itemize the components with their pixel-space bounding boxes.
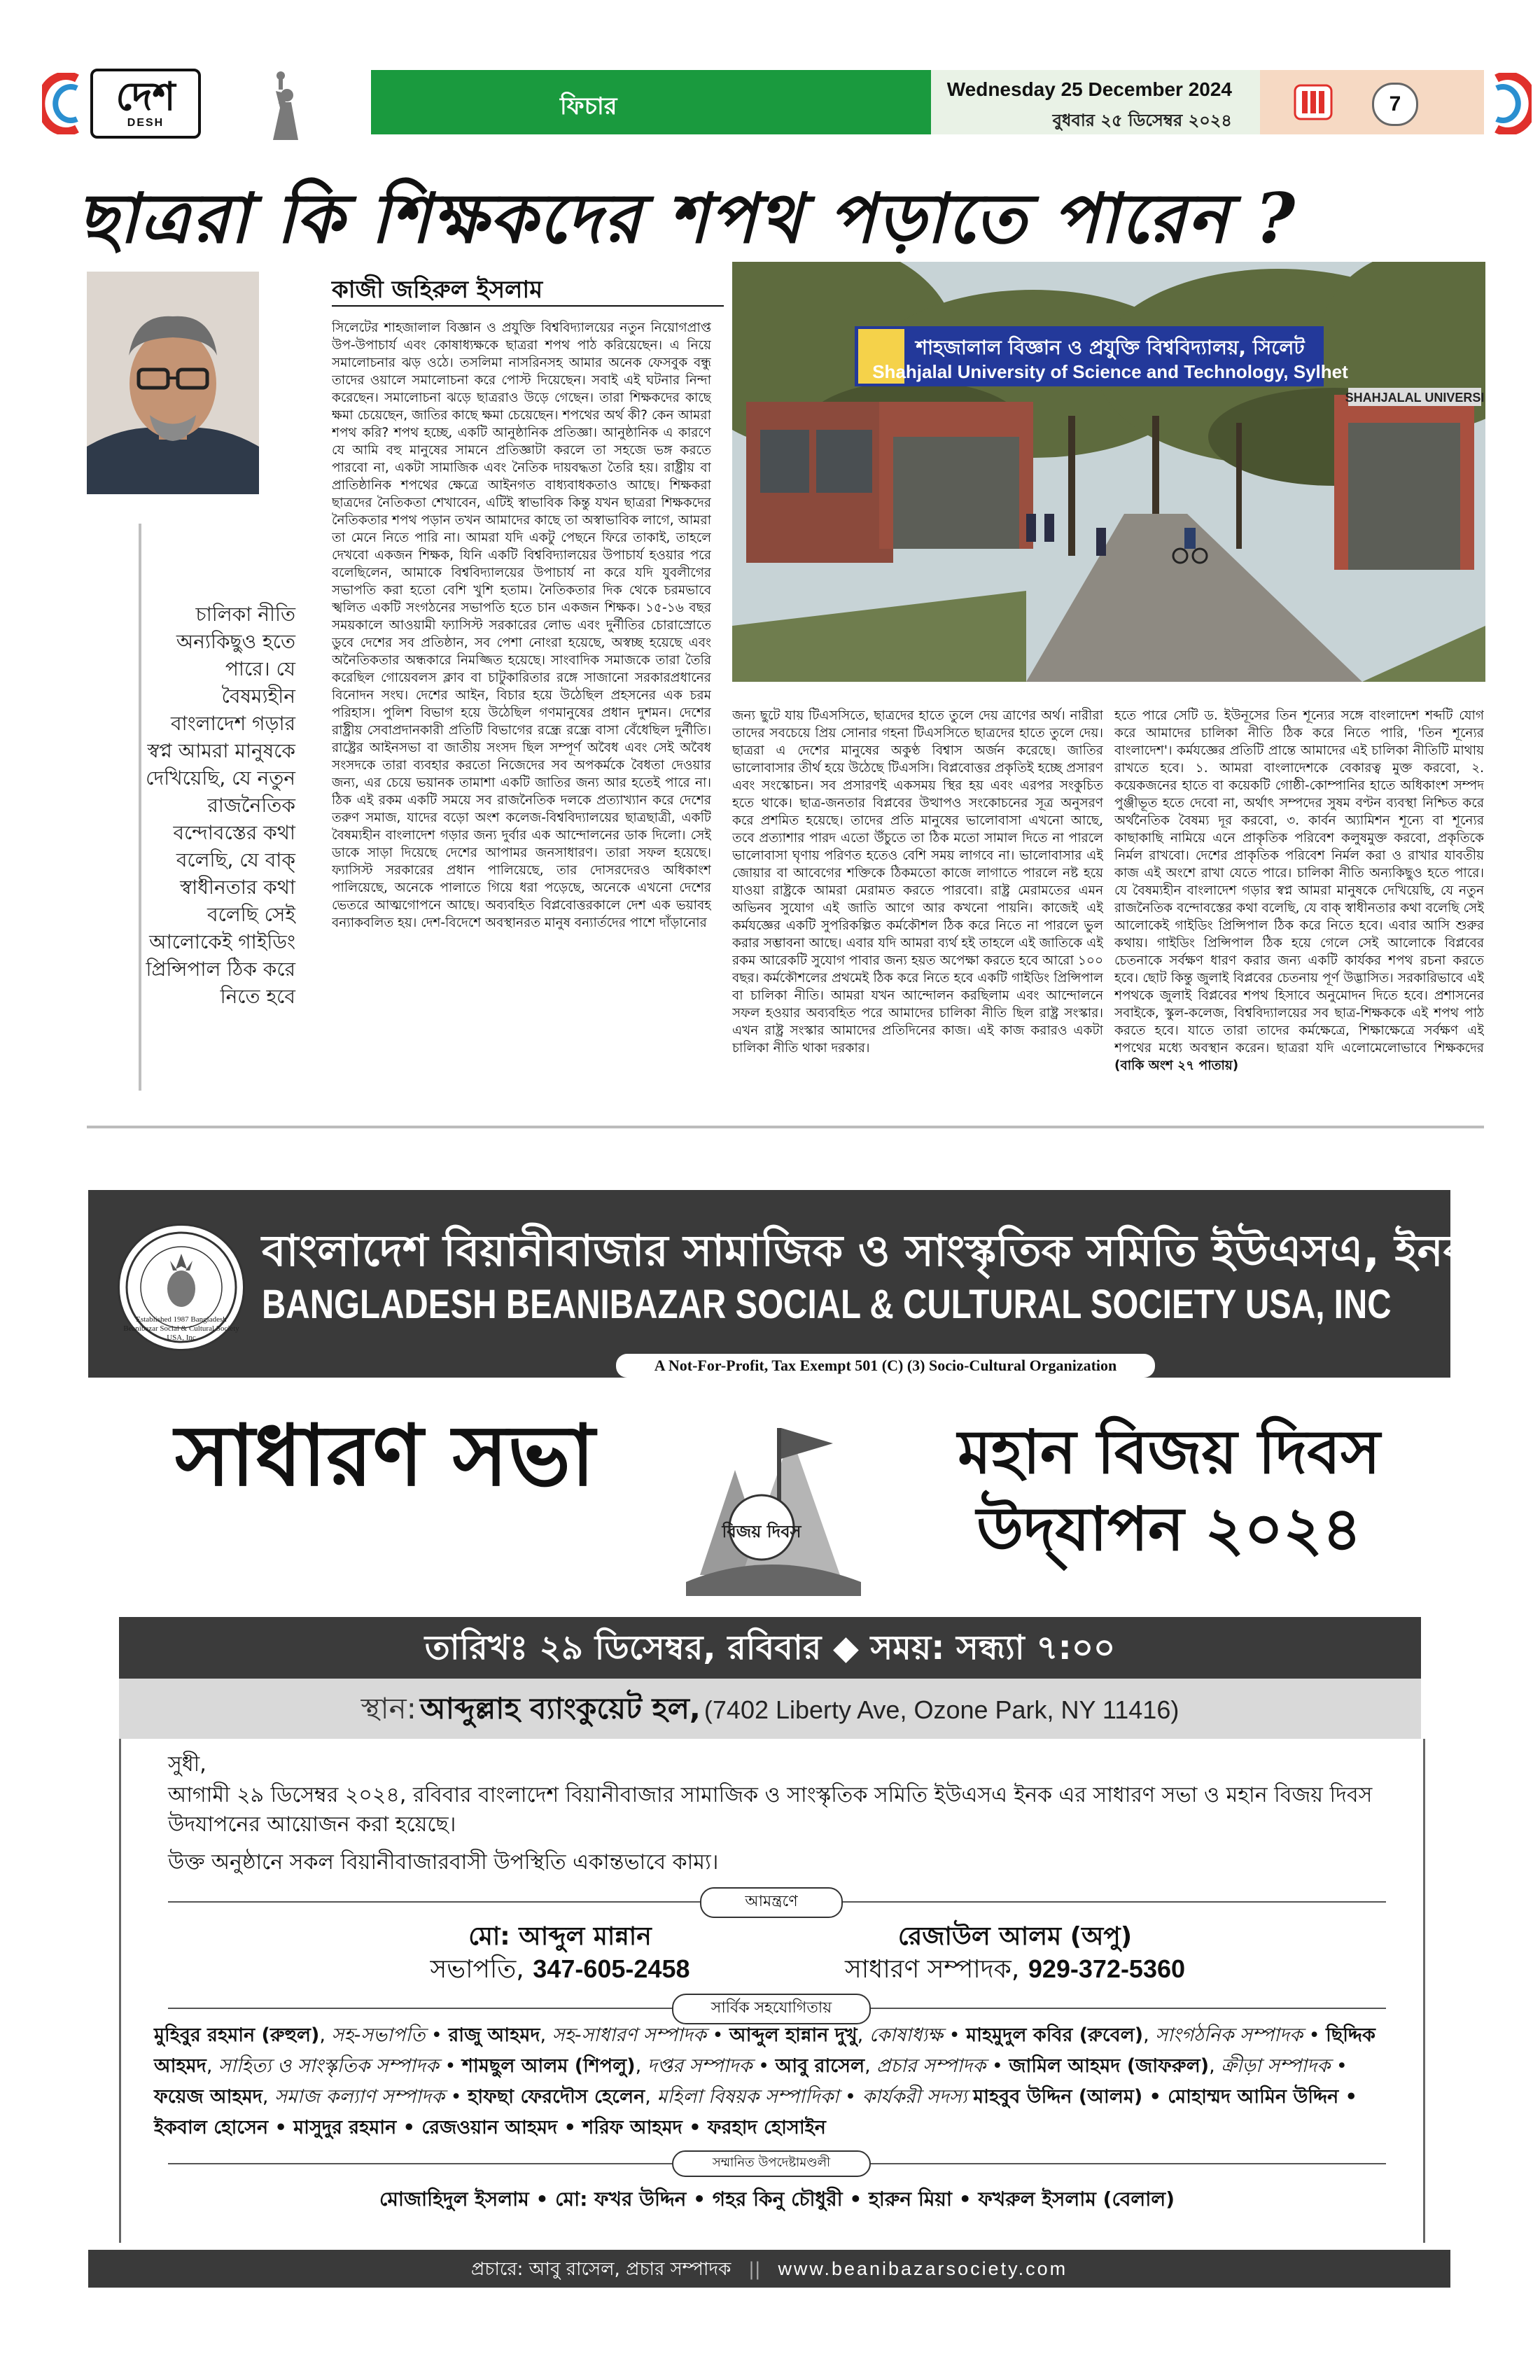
article-column-3-text: হতে পারে সেটি ড. ইউনূসের তিন শূন্যের সঙ্গে বাংলাদেশ শব্দটি যোগ করে আমাদের চালিকা নীতি ঠিক করে নিতে পারি, 'তিন শূন্যের বাংলাদেশ'। কর্মযজ্ঞের প্রতিটি প্রান্তে আমাদের এই চালিকা নীতিটি মাথায় রাখতে হবে। ১. আমরা বাংলাদেশকে বেকারত্ব মুক্ত করবো, ২. কয়েকজনের হাতে বা কয়েকটি গোষ্ঠী-কোম্পানির হাতে অধিকাংশ সম্পদ পুঞ্জীভূত হতে দেবো না, অর্থাৎ সম্পদের সুষম বণ্টন ব্যবস্থা নিশ্চিত করে অর্থনৈতিক বৈষম্য দূর করবো, ৩. কার্বন অ্যামিশন শূন্যে বা শূন্যের কাছাকাছি নামিয়ে এনে প্রাকৃতিক পরিবেশ কলুষমুক্ত করবো, প্রকৃতিকে নির্মল রাখবো। দেশের প্রাকৃতিক পরিবেশ নির্মল করা ও রাখার যাবতীয় কাজ এই অংশে রাখা যেতে পারে। চালিকা নীতি অন্যকিছুও হতে পারে। যে বৈষম্যহীন বাংলাদেশ গড়ার স্বপ্ন আমরা মানুষকে দেখিয়েছি, যে নতুন রাজনৈতিক বন্দোবস্তের কথা বলেছি, যে বাক্ স্বাধীনতার কথা বলেছি সেই আলোকেই গাইডিং প্রিন্সিপাল ঠিক করে নিতে হবে। এবার আসি শুরুর কথায়। গাইডিং প্রিন্সিপাল ঠিক হয়ে গেলে সেই আলোকে বিপ্লবের চেতনাকে সর্বক্ষণ ধারণ করার জন্য একটি কার্যকর শপথ রচনা করতে হবে। ছোট কিন্তু জুলাই বিপ্লবের চেতনায় পূর্ণ উদ্ভাসিত। সরকারিভাবে এই শপথকে জুলাই বিপ্লবের শপথ হিসাবে অনুমোদন দিতে হবে। প্রশাসনের সবাইকে, স্কুল-কলেজ, বিশ্ববিদ্যালয়ের সব ছাত্র-শিক্ষককে এই শপথ পাঠ করতে হবে। যাতে তারা তাদের কর্মক্ষেত্রে, শিক্ষাক্ষেত্রে সর্বক্ষণ এই শপথের মধ্যে অবস্থান করেন। ছাত্ররা যদি এলোমেলোভাবে শিক্ষকদের <box>1114 708 1484 1056</box>
credit-item: জামিল আহমদ (জাফরুল), ক্রীড়া সম্পাদক <box>1009 2055 1331 2077</box>
statue-of-liberty-icon <box>203 67 364 140</box>
date-english: Wednesday 25 December 2024 <box>946 78 1232 100</box>
section-label: ফিচার <box>560 92 617 120</box>
seal-text: Established 1987 Bangladesh Beanibazar Social & Cultural Society USA, Inc <box>123 1315 239 1342</box>
support-label: সার্বিক সহযোগিতায় <box>672 1994 871 2024</box>
advisors-list: মোজাহিদুল ইসলাম • মো: ফখর উদ্দিন • গহর কিনু চৌধুরী • হারুন মিয়া • ফখরুল ইসলাম (বেলাল) <box>379 2188 1175 2211</box>
credit-item: আবু রাসেল, প্রচার সম্পাদক <box>775 2055 986 2077</box>
emblem-text: বিজয় দিবস <box>722 1522 802 1541</box>
masthead-logo-en: DESH <box>127 117 164 129</box>
footer-website-link[interactable]: www.beanibazarsociety.com <box>778 2258 1068 2279</box>
article-column-2: জন্য ছুটে যায় টিএসসিতে, ছাত্রদের হাতে তুলে দেয় ত্রাণের অর্থ। নারীরা তাদের সবচেয়ে প্রিয় সোনার গহনা টিএসসিতে ছাত্রদের হাতে তুলে দেয়। ছাত্ররা এ দেশের মানুষের অকুণ্ঠ বিশ্বাস অর্জন করেছে। জাতির ভালোবাসার তীর্থ হয়ে উঠেছে টিএসসি। বিপ্লবোত্তর প্রকৃতিই হচ্ছে প্রসারণ এবং সংস্কোচন। সব প্রসারণই একসময় স্থির হয় এবং এরপর সংকুচিত হতে থাকে। ছাত্র-জনতার বিপ্লবের উত্থাপও সংকোচনের সূত্র অনুসরণ করে প্রশমিত হয়েছে। তাদের প্রতি মানুষের ভালোবাসা এখনো আছে, তবে প্রত্যাশার পারদ এতো উঁচুতে তা ঠিক মতো সামাল দিতে না পারলে ভালোবাসা ঘৃণায় পরিণত হতেও বেশি সময় লাগবে না। ভালোবাসার এই জোয়ার বা আবেগের শক্তিকে ঠিকমতো কাজে লাগাতে পারলে নষ্ট হয়ে যাওয়া রাষ্ট্রকে আমরা মেরামত করতে পারবো। রাষ্ট্র মেরামতের এমন অভিনব সুযোগ এই জাতি আগে আর কখনো পায়নি। কাজেই এই কর্মযজ্ঞের একটি সুপরিকল্পিত কর্মকৌশল ঠিক করে নিতে না পারলে ভুল করার সম্ভাবনা আছে। এবার যদি আমরা ব্যর্থ হই তাহলে এই জাতিকে এই রকম আরেকটি সুযোগ পাবার জন্য হয়ত অপেক্ষা করতে হবে আরো ১০০ বছর। কর্মকৌশলের প্রথমেই ঠিক করে নিতে হবে একটি গাইডিং প্রিন্সিপাল বা চালিকা নীতি। আমরা যখন আন্দোলন করছিলাম এবং আন্দোলনে সফল হওয়ার অব্যবহিত পরে আমাদের চালিকা নীতি ছিল রাষ্ট্র সংস্কার। এখন রাষ্ট্র সংস্কার আমাদের প্রতিদিনের কাজ। এই কাজ করারও একটা চালিকা নীতি থাকা দরকার। <box>732 708 1103 1056</box>
advisors-label: সম্মানিত উপদেষ্টামণ্ডলী <box>672 2150 871 2177</box>
president-title: সভাপতি, <box>430 1955 524 1984</box>
byline-divider <box>332 305 724 307</box>
campus-gate-photo <box>732 262 1485 682</box>
org-seal-logo <box>118 1224 245 1351</box>
org-title-en: BANGLADESH BEANIBAZAR SOCIAL & CULTURAL SOCIETY USA, INC <box>262 1282 1392 1327</box>
venue-address: (7402 Liberty Ave, Ozone Park, NY 11416) <box>704 1695 1180 1724</box>
campus-sign-bn: শাহজালাল বিজ্ঞান ও প্রযুক্তি বিশ্ববিদ্যালয়, সিলেট <box>916 336 1305 359</box>
footer-separator: || <box>748 2259 761 2280</box>
victory-day-line-1: মহান বিজয় দিবস <box>958 1417 1380 1488</box>
section-banner <box>371 70 931 134</box>
credit-item: মাহমুদুল কবির (রুবেল), সাংগঠনিক সম্পাদক <box>966 2024 1303 2046</box>
credit-item: রাজু আহমদ, সহ-সাধারণ সম্পাদক <box>448 2024 706 2046</box>
pull-quote: চালিকা নীতি অন্যকিছুও হতে পারে। যে বৈষম্যহীন বাংলাদেশ গড়ার স্বপ্ন আমরা মানুষকে দেখিয়েছি, যে নতুন রাজনৈতিক বন্দোবস্তের কথা বলেছি, যে বাক্ স্বাধীনতার কথা বলেছি সেই আলোকেই গাইডিং প্রিন্সিপাল ঠিক করে নিতে হবে <box>146 603 295 1008</box>
pull-quote-rule <box>139 524 141 1091</box>
members-list: মাহবুব উদ্দিন (আলম) • মোহাম্মদ আমিন উদ্দিন • ইকবাল হোসেন • মাসুদুর রহমান • রেজওয়ান আহমদ • শরিফ আহমদ • ফরহাদ হোসাইন <box>154 2086 1357 2138</box>
members-label: কার্যকরী সদস্য <box>862 2086 967 2108</box>
masthead-logo[interactable] <box>90 67 202 140</box>
greeting: সুধী, <box>168 1752 206 1777</box>
continued-note: (বাকি অংশ ২৭ পাতায়) <box>1114 1058 1239 1073</box>
venue-label: স্থান: <box>360 1691 416 1726</box>
org-subtitle: A Not-For-Profit, Tax Exempt 501 (C) (3) Socio-Cultural Organization <box>616 1354 1155 1378</box>
credit-item: হাফছা ফেরদৌস হেলেন, মহিলা বিষয়ক সম্পাদিকা <box>468 2086 839 2108</box>
page-number: 7 <box>1372 83 1418 126</box>
article-bottom-rule <box>87 1126 1484 1128</box>
org-title-bn: বাংলাদেশ বিয়ানীবাজার সামাজিক ও সাংস্কৃতিক সমিতি ইউএসএ, ইনক <box>262 1225 1474 1276</box>
credit-item: মুহিবুর রহমান (রুহুল), সহ-সভাপতি <box>154 2024 426 2046</box>
president-signature <box>392 1921 728 1986</box>
president-name: মো: আব্দুল মান্নান <box>468 1922 652 1951</box>
secretary-phone: 929-372-5360 <box>1028 1954 1186 1983</box>
committee-credits: মুহিবুর রহমান (রুহুল), সহ-সভাপতি • রাজু আহমদ, সহ-সাধারণ সম্পাদক • আব্দুল হান্নান দুখু, কোষাধ্যক্ষ • মাহমুদুল কবির (রুবেল), সাংগঠনিক সম্পাদক • ছিদ্দিক আহমদ, সাহিত্য ও সাংস্কৃতিক সম্পাদক • শামছুল আলম (শিপলু), দপ্তর সম্পাদক • আবু রাসেল, প্রচার সম্পাদক • জামিল আহমদ (জাফরুল), ক্রীড়া সম্পাদক • ফয়েজ আহমদ, সমাজ কল্যাণ সম্পাদক • হাফছা ফেরদৌস হেলেন, মহিলা বিষয়ক সম্পাদিকা • কার্যকরী সদস্য মাহবুব উদ্দিন (আলম) • মোহাম্মদ আমিন উদ্দিন • ইকবাল হোসেন • মাসুদুর রহমান • রেজওয়ান আহমদ • শরিফ আহমদ • ফরহাদ হোসাইন <box>154 2024 1376 2138</box>
venue-name: আব্দুল্লাহ ব্যাংকুয়েট হল, <box>419 1691 701 1726</box>
attendance-request: উক্ত অনুষ্ঠানে সকল বিয়ানীবাজারবাসী উপস্থিতি একান্তভাবে কাম্য। <box>168 1850 719 1875</box>
article-column-1: সিলেটের শাহজালাল বিজ্ঞান ও প্রযুক্তি বিশ্ববিদ্যালয়ের নতুন নিয়োগপ্রাপ্ত উপ-উপাচার্য এবং কোষাধ্যক্ষকে ছাত্ররা শপথ পাঠ করিয়েছেন। এ নিয়ে সমালোচনার ঝড় ওঠে। তসলিমা নাসরিনসহ আমার অনেক ফেসবুক বন্ধু তাদের ওয়ালে সমালোচনা করে পোস্ট দিয়েছেন। সবাই এই ঘটনার নিন্দা করেছেন। সমালোচনা ঝড়ে ছাত্ররাও উড়ে গেছেন। তারা শিক্ষকদের কাছে ক্ষমা চেয়েছেন, জাতির কাছে ক্ষমা চেয়েছেন। শপথের অর্থ কী? কেন আমরা শপথ করি? শপথ হচ্ছে, একটি আনুষ্ঠানিক প্রতিজ্ঞা। আনুষ্ঠানিক এ কারণে যে আমি বহু মানুষের সামনে প্রতিজ্ঞাটা করলে তা সহজে ভঙ্গ করতে পারবো না, একটা সামাজিক এবং নৈতিক দায়বদ্ধতা তৈরি হয়। রাষ্ট্রীয় বা প্রাতিষ্ঠানিক শপথের ক্ষেত্রে আইনগত বাধ্যবাধকতাও আছে। শিক্ষকরা ছাত্রদের নৈতিকতা শেখাবেন, এটিই স্বাভাবিক কিন্তু যখন ছাত্ররা শিক্ষকদের নৈতিকতার শপথ পড়ান তখন আমাদের কাছে তা অস্বাভাবিক লাগে, আমরা তা মেনে নিতে পারি না। আমরা যদি একটু পেছনে ফিরে তাকাই, তাহলে দেখবো একজন শিক্ষক, যিনি একটি বিশ্ববিদ্যালয়ের উপাচার্য হওয়ার পরে বলেছিলেন, আমাকে বিশ্ববিদ্যালয়ের উপাচার্য না করে যদি যুবলীগের সভাপতি করা হতো বেশি খুশি হতাম। নৈতিকতার দিক থেকে চরমভাবে স্খলিত একটি সংগঠনের সভাপতি হতে চান একজন শিক্ষক। ১৫-১৬ বছর সময়কালে আওয়ামী ফ্যাসিস্ট সরকারের লোভ এবং দুর্নীতির চোরাস্রোতে ডুবে দেশের সব প্রতিষ্ঠান, সব পেশা নোংরা হয়েছে, অস্বচ্ছ হয়েছে এবং অনৈতিকতার অন্ধকারে নিমজ্জিত হয়েছে। সাংবাদিক সমাজকে তারা তৈরি করেছিল গোয়েবলস ক্লাব বা চাটুকারিতার রঙ্গে সাজানো সরকারপ্রধানের বিনোদন সংঘ। দেশের আইন, বিচার হয়ে উঠেছিল প্রহসনের এক চরম পরিহাস। পুলিশ বিভাগ হয়ে উঠেছিল গণমানুষের প্রধান দুশমন। দেশের রাষ্ট্রীয় সেবাপ্রদানকারী প্রতিটি বিভাগের রন্ধ্রে রন্ধ্রে বাসা বেঁধেছিল দুর্নীতি। রাষ্ট্রের আইনসভা বা জাতীয় সংসদ ছিল সম্পূর্ণ অবৈধ এবং সেই অবৈধ সংসদকে তারা ব্যবহার করতো নিজেদের সব অপকর্মকে বৈধতা দেওয়ার জন্য, এর চেয়ে ভয়ানক তামাশা একটি জাতির জন্য আর হতেই পারে না। ঠিক এই রকম একটি সময়ে সব রাজনৈতিক দলকে প্রত্যাখ্যান করে দেশের তরুণ সমাজ, যাদের বড়ো অংশ কলেজ-বিশ্ববিদ্যালয়ের ছাত্রছাত্রী, একটি বৈষম্যহীন বাংলাদেশ গড়ার জন্য দুর্বার এক আন্দোলনের ডাক দিলো। সেই ডাকে সাড়া দিয়েছে দেশের আপামর জনসাধারণ। তারা সফল হয়েছে। ফ্যাসিস্ট সরকারের প্রধান পালিয়েছে, তার দোসরদেরও অধিকাংশ পালিয়েছে, অনেকে পালাতে গিয়ে ধরা পড়েছে, অনেকে এখনো দেশের ভেতরে আত্মগোপনে আছে। অব্যবহিত বিপ্লবোত্তরকালে দেশ এক ভয়াবহ বন্যাকবলিত হয়। দেশ-বিদেশে অবস্থানরত মানুষ বন্যার্তদের পাশে দাঁড়ানোর <box>332 321 711 930</box>
event-date-time: তারিখঃ ২৯ ডিসেম্বর, রবিবার ◆ সময়: সন্ধ্যা ৭:০০ <box>119 1617 1421 1679</box>
footer-publicity: প্রচারে: আবু রাসেল, প্রচার সম্পাদক <box>470 2259 732 2280</box>
president-phone: 347-605-2458 <box>533 1954 690 1983</box>
header-left-ring-icon <box>42 73 83 134</box>
ad-footer <box>88 2250 1450 2288</box>
invite-label: আমন্ত্রণে <box>700 1887 843 1918</box>
event-title-victory-day <box>896 1414 1442 1596</box>
credit-item: শামছুল আলম (শিপলু), দপ্তর সম্পাদক <box>462 2055 752 2077</box>
credit-item: ফয়েজ আহমদ, সমাজ কল্যাণ সম্পাদক <box>154 2086 445 2108</box>
campus-sign-en: Shahjalal University of Science and Technology, Sylhet <box>872 361 1348 382</box>
victory-day-line-2: উদ্‌যাপন ২০২৪ <box>976 1494 1362 1564</box>
secretary-signature <box>798 1921 1232 1986</box>
campus-gate-text: SHAHJALAL UNIVERSI <box>1345 391 1485 405</box>
invitation-paragraph: আগামী ২৯ ডিসেম্বর ২০২৪, রবিবার বাংলাদেশ বিয়ানীবাজার সামাজিক ও সাংস্কৃতিক সমিতি ইউএসএ ইনক এর সাধারণ সভা ও মহান বিজয় দিবস উদযাপনের আয়োজন করা হয়েছে। <box>168 1783 1373 1837</box>
header-right-ring-icon <box>1491 73 1532 134</box>
author-byline: কাজী জহিরুল ইসলাম <box>332 276 543 304</box>
secretary-name: রেজাউল আলম (অপু) <box>897 1922 1133 1951</box>
masthead-logo-bn: দেশ <box>115 74 176 120</box>
article-headline: ছাত্ররা কি শিক্ষকদের শপথ পড়াতে পারেন ? <box>77 178 1297 259</box>
credit-item: আব্দুল হান্নান দুখু, কোষাধ্যক্ষ <box>729 2024 944 2046</box>
victory-day-emblem <box>658 1407 882 1603</box>
event-venue <box>119 1679 1421 1739</box>
secretary-title: সাধারণ সম্পাদক, <box>844 1955 1020 1984</box>
date-bangla: বুধবার ২৫ ডিসেম্বর ২০২৪ <box>1052 111 1232 130</box>
date-panel <box>931 70 1260 134</box>
event-title-general-meeting: সাধারণ সভা <box>175 1406 595 1505</box>
author-photo <box>87 272 259 494</box>
page-number-panel <box>1260 70 1484 134</box>
bar-logo-icon <box>1292 83 1334 122</box>
credit-item: ছিদ্দিক আহমদ, সাহিত্য ও সাংস্কৃতিক সম্পাদক <box>154 2024 1376 2077</box>
